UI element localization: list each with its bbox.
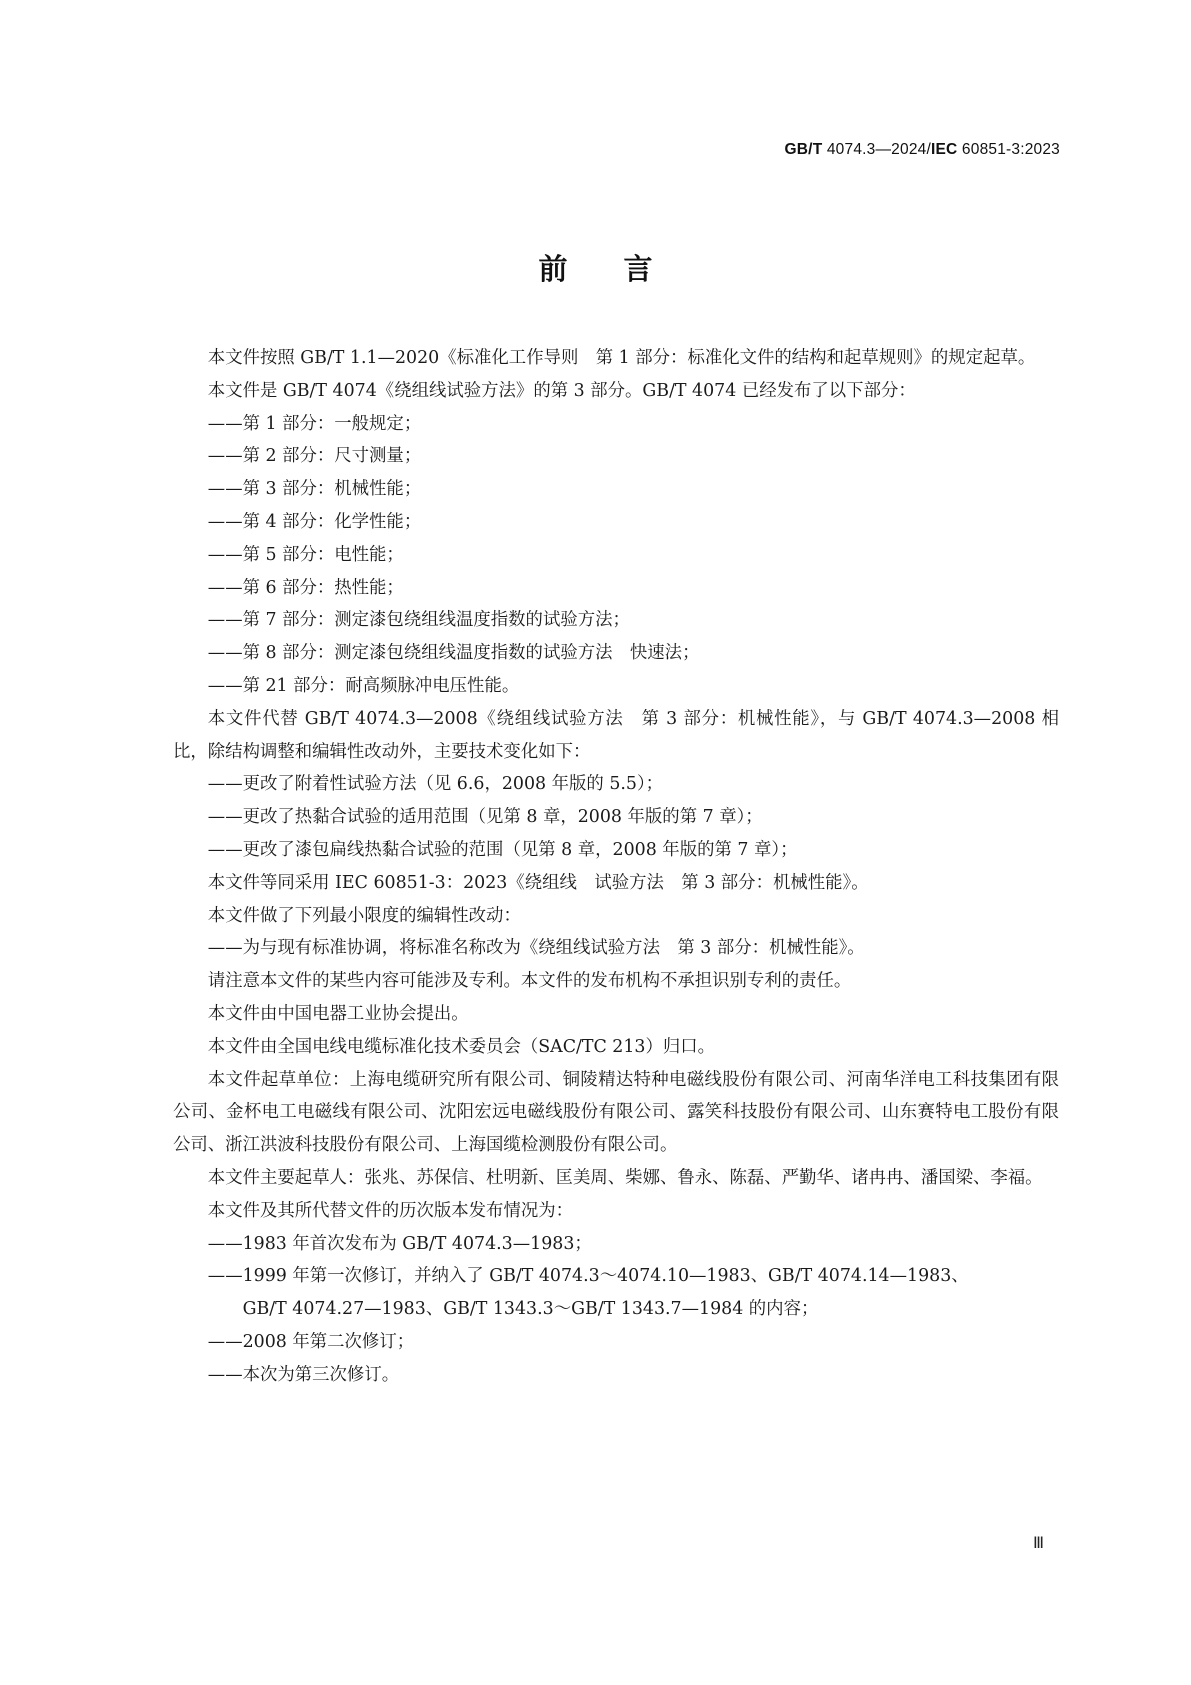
paragraph-replaces: 本文件代替 GB/T 4074.3—2008《绕组线试验方法 第 3 部分：机械性能》，与 GB/T 4074.3—2008 相比，除结构调整和编辑性改动外，主要技术变化如下： (173, 708, 1059, 762)
list-item-part-6: ——第 6 部分：热性能； (207, 577, 404, 598)
list-item-part-7: ——第 7 部分：测定漆包绕组线温度指数的试验方法； (207, 610, 630, 631)
paragraph-committee: 本文件由全国电线电缆标准化技术委员会（SAC/TC 213）归口。 (207, 1036, 716, 1057)
paragraph-patent-notice: 请注意本文件的某些内容可能涉及专利。本文件的发布机构不承担识别专利的责任。 (207, 971, 852, 992)
list-item-history-2008: ——2008 年第二次修订； (207, 1331, 415, 1352)
list-item-history-1983: ——1983 年首次发布为 GB/T 4074.3—1983； (207, 1233, 592, 1254)
foreword-body (173, 342, 1059, 1392)
page-number: Ⅲ (1032, 1535, 1044, 1552)
standard-code (785, 141, 1060, 159)
list-item-part-4: ——第 4 部分：化学性能； (207, 511, 422, 532)
list-item-part-21: ——第 21 部分：耐高频脉冲电压性能。 (207, 675, 520, 696)
paragraph-iec-adoption: 本文件等同采用 IEC 60851-3：2023《绕组线 试验方法 第 3 部分：机械性能》。 (207, 872, 869, 893)
list-item-part-3: ——第 3 部分：机械性能； (207, 479, 422, 500)
list-item-part-5: ——第 5 部分：电性能； (207, 544, 404, 565)
title-char-2: 言 (623, 252, 653, 286)
list-item-change-2: ——更改了热黏合试验的适用范围（见第 8 章，2008 年版的第 7 章）； (207, 807, 763, 828)
list-item-change-1: ——更改了附着性试验方法（见 6.6，2008 年版的 5.5）； (207, 774, 664, 795)
paragraph-proposed-by: 本文件由中国电器工业协会提出。 (207, 1003, 469, 1024)
paragraph-drafting-rules: 本文件按照 GB/T 1.1—2020《标准化工作导则 第 1 部分：标准化文件的结构和起草规则》的规定起草。 (207, 348, 1036, 368)
list-item-history-current: ——本次为第三次修订。 (207, 1364, 400, 1385)
list-item-part-1: ——第 1 部分：一般规定； (207, 413, 422, 434)
paragraph-editorial-changes: 本文件做了下列最小限度的编辑性改动： (207, 905, 521, 926)
paragraph-drafters: 本文件主要起草人：张兆、苏保信、杜明新、匡美周、柴娜、鲁永、陈磊、严勤华、诸冉冉、潘国梁、李福。 (207, 1167, 1043, 1188)
list-item-history-1999: ——1999 年第一次修订，并纳入了 GB/T 4074.3～4074.10—1983、GB/T 4074.14—1983、 (207, 1266, 969, 1287)
list-item-part-8: ——第 8 部分：测定漆包绕组线温度指数的试验方法 快速法； (207, 643, 700, 664)
list-item-editorial-1: ——为与现有标准协调，将标准名称改为《绕组线试验方法 第 3 部分：机械性能》。 (207, 938, 865, 959)
list-item-history-1999-cont: GB/T 4074.27—1983、GB/T 1343.3～GB/T 1343.7—1984 的内容； (242, 1299, 819, 1320)
list-item-change-3: ——更改了漆包扁线热黏合试验的范围（见第 8 章，2008 年版的第 7 章）； (207, 839, 798, 860)
std-prefix: GB/T (784, 141, 823, 158)
paragraph-drafting-units: 本文件起草单位：上海电缆研究所有限公司、铜陵精达特种电磁线股份有限公司、河南华洋电工科技集团有限公司、金杯电工电磁线有限公司、沈阳宏远电磁线股份有限公司、露笑科技股份有限公司、山东赛特电工股份有限公司、浙江洪波科技股份有限公司、上海国缆检测股份有限公司。 (173, 1069, 1059, 1156)
page-title (0, 247, 1191, 288)
std-number: 4074.3—2024/ (822, 141, 931, 158)
paragraph-series-intro: 本文件是 GB/T 4074《绕组线试验方法》的第 3 部分。GB/T 4074 已经发布了以下部分： (207, 380, 916, 401)
title-char-1: 前 (538, 252, 568, 286)
std-iec-prefix: IEC (930, 141, 958, 158)
std-iec-number: 60851-3:2023 (957, 141, 1060, 158)
list-item-part-2: ——第 2 部分：尺寸测量； (207, 446, 422, 467)
paragraph-history-intro: 本文件及其所代替文件的历次版本发布情况为： (207, 1200, 574, 1221)
